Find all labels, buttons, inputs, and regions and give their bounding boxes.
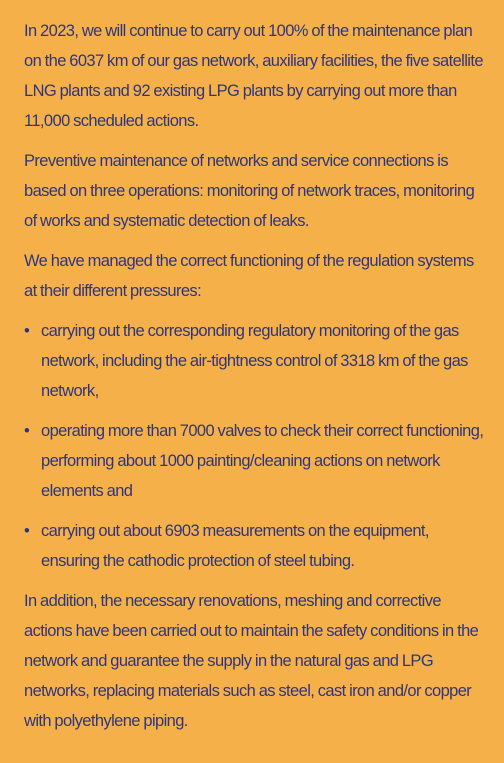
list-item-text: carrying out about 6903 measurements on the equipment, ensuring the cathodic protection of steel tubing.: [41, 522, 429, 570]
list-item: [24, 516, 484, 576]
list-item: [24, 416, 484, 506]
list-item: [24, 316, 484, 406]
list-item-text: operating more than 7000 valves to check their correct functioning, performing about 1000 painting/cleaning actions on network elements and: [41, 422, 484, 500]
paragraph-preventive-maintenance: Preventive maintenance of networks and service connections is based on three operations: monitoring of network traces, monitoring of works and systematic detection of leaks.: [24, 152, 475, 230]
paragraph-regulation-systems: We have managed the correct functioning of the regulation systems at their different pressures:: [24, 252, 474, 300]
text-content: [24, 16, 484, 746]
paragraph-maintenance-plan: In 2023, we will continue to carry out 100% of the maintenance plan on the 6037 km of our gas network, auxiliary facilities, the five satellite LNG plants and 92 existing LPG plants by carrying out more than 11,000 scheduled actions.: [24, 22, 483, 130]
bullet-icon: •: [24, 422, 30, 440]
bullet-icon: •: [24, 322, 30, 340]
bullet-icon: •: [24, 522, 30, 540]
bullet-list: [24, 316, 484, 576]
paragraph-renovations: In addition, the necessary renovations, meshing and corrective actions have been carried out to maintain the safety conditions in the network and guarantee the supply in the natural gas and LPG networks, replacing materials such as steel, cast iron and/or copper with polyethylene piping.: [24, 592, 479, 730]
list-item-text: carrying out the corresponding regulatory monitoring of the gas network, including the air-tightness control of 3318 km of the gas network,: [41, 322, 468, 400]
